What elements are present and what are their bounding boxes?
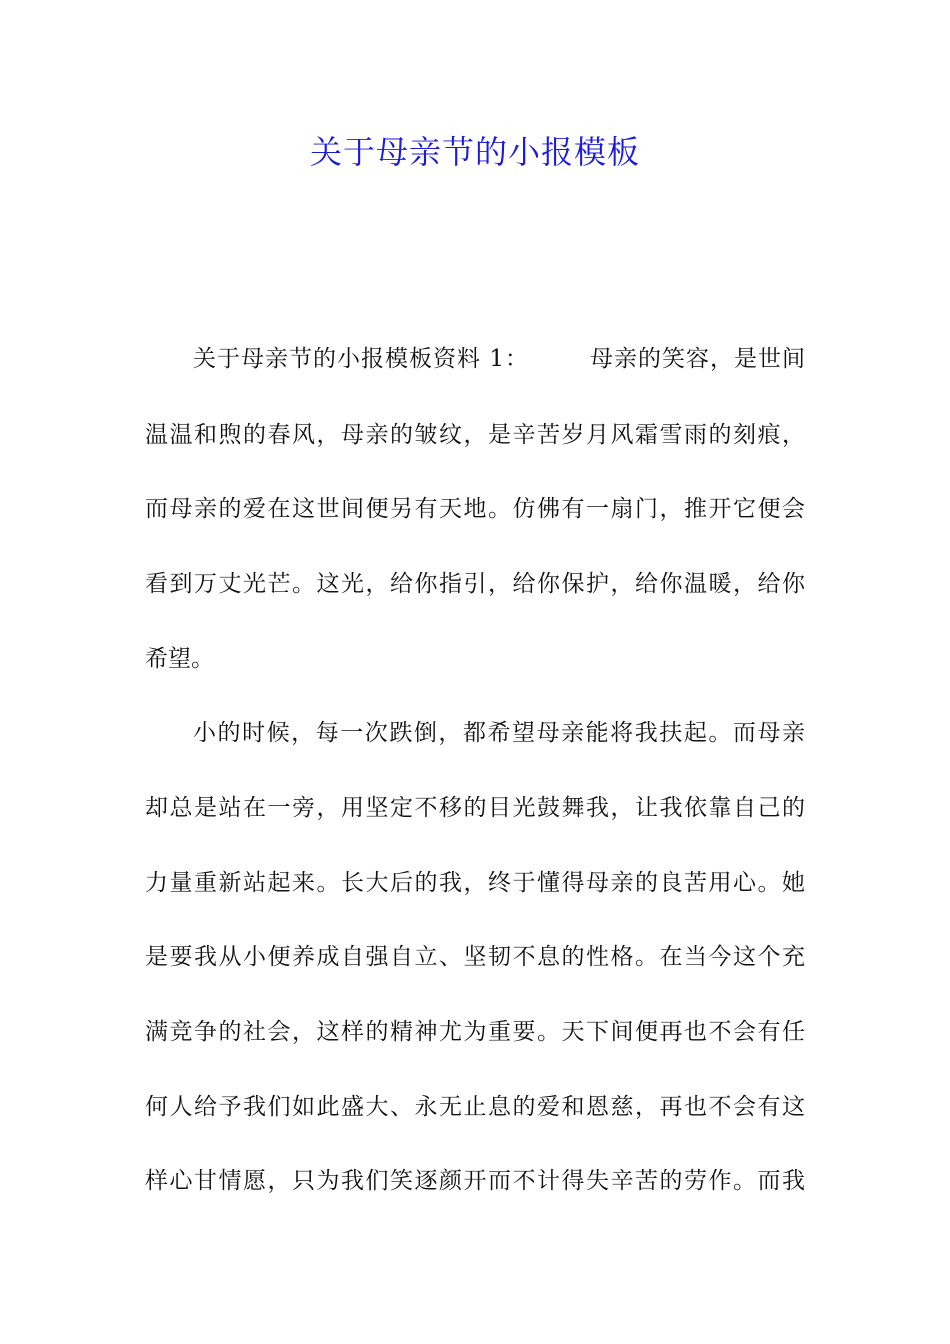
paragraph-1-line-1 bbox=[193, 344, 805, 374]
paragraph-2-line-5: 满竞争的社会，这样的精神尤为重要。天下间便再也不会有任 bbox=[145, 1019, 805, 1045]
paragraph-2-line-1: 小的时候，每一次跌倒，都希望母亲能将我扶起。而母亲 bbox=[193, 720, 805, 746]
paragraph-1-line-3: 而母亲的爱在这世间便另有天地。仿佛有一扇门，推开它便会 bbox=[145, 496, 805, 522]
paragraph-2-line-6: 何人给予我们如此盛大、永无止息的爱和恩慈，再也不会有这 bbox=[145, 1094, 805, 1120]
paragraph-2-line-7: 样心甘情愿，只为我们笑逐颜开而不计得失辛苦的劳作。而我 bbox=[145, 1168, 805, 1194]
paragraph-1-lead-text: 母亲的笑容，是世间 bbox=[588, 346, 806, 372]
paragraph-2-line-4: 是要我从小便养成自强自立、坚韧不息的性格。在当今这个充 bbox=[145, 944, 805, 970]
paragraph-2-line-2: 却总是站在一旁，用坚定不移的目光鼓舞我，让我依靠自己的 bbox=[145, 795, 805, 821]
paragraph-2-line-3: 力量重新站起来。长大后的我，终于懂得母亲的良苦用心。她 bbox=[145, 870, 805, 896]
paragraph-1-line-5: 希望。 bbox=[145, 646, 214, 672]
document-title: 关于母亲节的小报模板 bbox=[309, 133, 640, 171]
paragraph-1-line-4: 看到万丈光芒。这光，给你指引，给你保护，给你温暖，给你 bbox=[145, 571, 805, 597]
paragraph-1-line-2: 温温和煦的春风，母亲的皱纹，是辛苦岁月风霜雪雨的刻痕， bbox=[145, 422, 805, 448]
paragraph-1-lead-label: 关于母亲节的小报模板资料 1： bbox=[193, 346, 529, 372]
